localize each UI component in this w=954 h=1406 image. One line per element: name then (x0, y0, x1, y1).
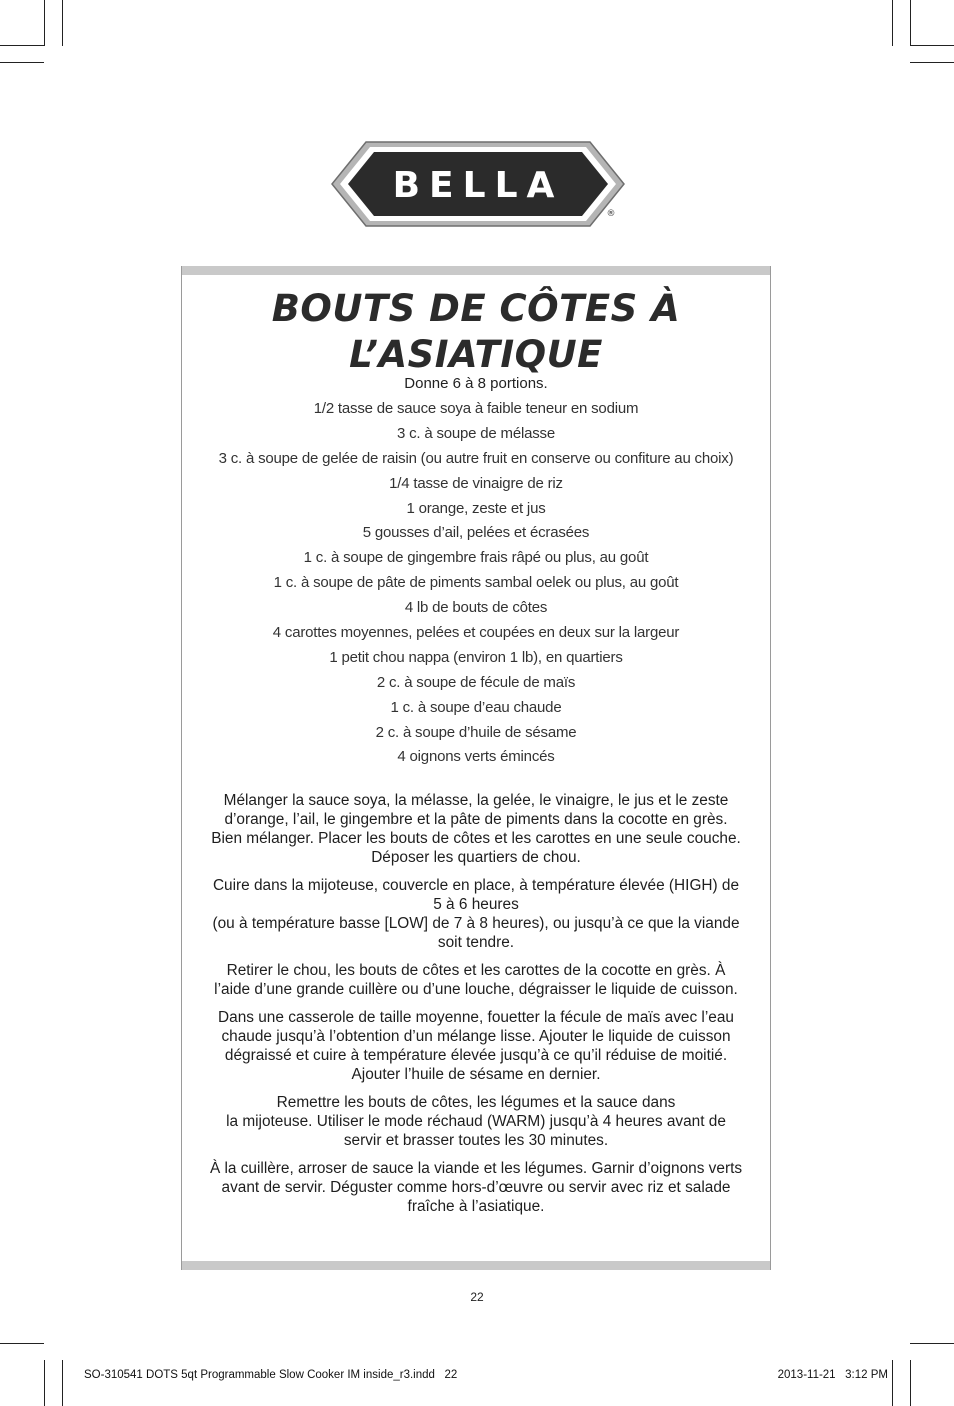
bella-logo (330, 140, 626, 228)
recipe-title-line-2: L’ASIATIQUE (349, 333, 603, 376)
registered-mark: ® (606, 209, 616, 219)
footer-file-info: SO-310541 DOTS 5qt Programmable Slow Cooker IM inside_r3.indd 22 (84, 1369, 458, 1381)
recipe-box-bottom-bar (182, 1261, 770, 1270)
ingredient-item: 4 oignons verts émincés (397, 748, 555, 766)
crop-mark (62, 0, 63, 46)
crop-mark (44, 0, 45, 46)
ingredient-item: 3 c. à soupe de mélasse (397, 424, 555, 442)
crop-mark (0, 45, 44, 46)
instruction-step: Retirer le chou, les bouts de côtes et les carottes de la cocotte en grès. À l’aide d’une grande cuillère ou d’une louche, dégraisser le liquide de cuisson. (214, 962, 738, 998)
ingredient-item: 2 c. à soupe d’huile de sésame (375, 723, 577, 741)
ingredient-list (212, 400, 740, 773)
crop-mark (910, 1360, 911, 1406)
crop-mark (892, 1360, 893, 1406)
crop-mark (910, 62, 954, 63)
crop-mark (910, 1343, 954, 1344)
crop-mark (0, 1343, 44, 1344)
ingredient-item: 2 c. à soupe de fécule de maïs (376, 673, 576, 691)
ingredient-item: 5 gousses d’ail, pelées et écrasées (362, 524, 590, 542)
crop-mark (0, 62, 44, 63)
crop-mark (910, 45, 954, 46)
logo-wordmark: BELLA (392, 165, 564, 206)
instruction-step: Cuire dans la mijoteuse, couvercle en place, à température élevée (HIGH) de 5 à 6 heures (ou à température basse [LOW] de 7 à 8 heures), ou jusqu’à ce que la viande soit tendre. (212, 877, 740, 951)
recipe-box-top-bar (182, 266, 770, 275)
recipe-box (181, 266, 771, 1270)
recipe-servings: Donne 6 à 8 portions. (404, 375, 548, 392)
instruction-step: À la cuillère, arroser de sauce la viande et les légumes. Garnir d’oignons verts avant de servir. Déguster comme hors-d’œuvre ou servir avec riz et salade fraîche à l’asiatique. (209, 1160, 743, 1215)
ingredient-item: 3 c. à soupe de gelée de raisin (ou autre fruit en conserve ou confiture au choix) (218, 449, 734, 467)
ingredient-item: 1 c. à soupe de pâte de piments sambal oelek ou plus, au goût (273, 574, 679, 592)
ingredient-item: 4 lb de bouts de côtes (404, 599, 548, 617)
recipe-title-line-1: BOUTS DE CÔTES À (271, 287, 681, 330)
crop-mark (910, 0, 911, 46)
crop-mark (892, 0, 893, 46)
bella-logo-badge (330, 140, 626, 228)
ingredient-item: 1/4 tasse de vinaigre de riz (389, 474, 563, 492)
ingredient-item: 1 c. à soupe de gingembre frais râpé ou plus, au goût (303, 549, 649, 567)
page-number: 22 (470, 1290, 484, 1304)
instruction-step: Dans une casserole de taille moyenne, fouetter la fécule de maïs avec l’eau chaude jusqu’à l’obtention d’un mélange lisse. Ajouter le liquide de cuisson dégraissé et cuire à température élevée jusqu’à ce qu’il réduise de moitié. Ajouter l’huile de sésame en dernier. (218, 1009, 734, 1083)
ingredient-item: 1/2 tasse de sauce soya à faible teneur en sodium (313, 400, 639, 417)
ingredient-item: 4 carottes moyennes, pelées et coupées en deux sur la largeur (272, 624, 680, 642)
ingredient-item: 1 c. à soupe d’eau chaude (390, 698, 562, 716)
ingredient-item: 1 orange, zeste et jus (406, 499, 546, 517)
crop-mark (44, 1360, 45, 1406)
instruction-list (208, 791, 744, 1225)
footer-date-time: 2013-11-21 3:12 PM (777, 1369, 888, 1381)
crop-mark (62, 1360, 63, 1406)
ingredient-item: 1 petit chou nappa (environ 1 lb), en quartiers (329, 648, 623, 666)
instruction-step: Remettre les bouts de côtes, les légumes et la sauce dans la mijoteuse. Utiliser le mode réchaud (WARM) jusqu’à 4 heures avant de servir et brasser toutes les 30 minutes. (226, 1094, 726, 1149)
recipe-title (182, 286, 770, 378)
instruction-step: Mélanger la sauce soya, la mélasse, la gelée, le vinaigre, le jus et le zeste d’orange, l’ail, le gingembre et la pâte de piments dans la cocotte en grès. Bien mélanger. Placer les bouts de côtes et les carottes en une seule couche. Déposer les quartiers de chou. (211, 792, 741, 866)
